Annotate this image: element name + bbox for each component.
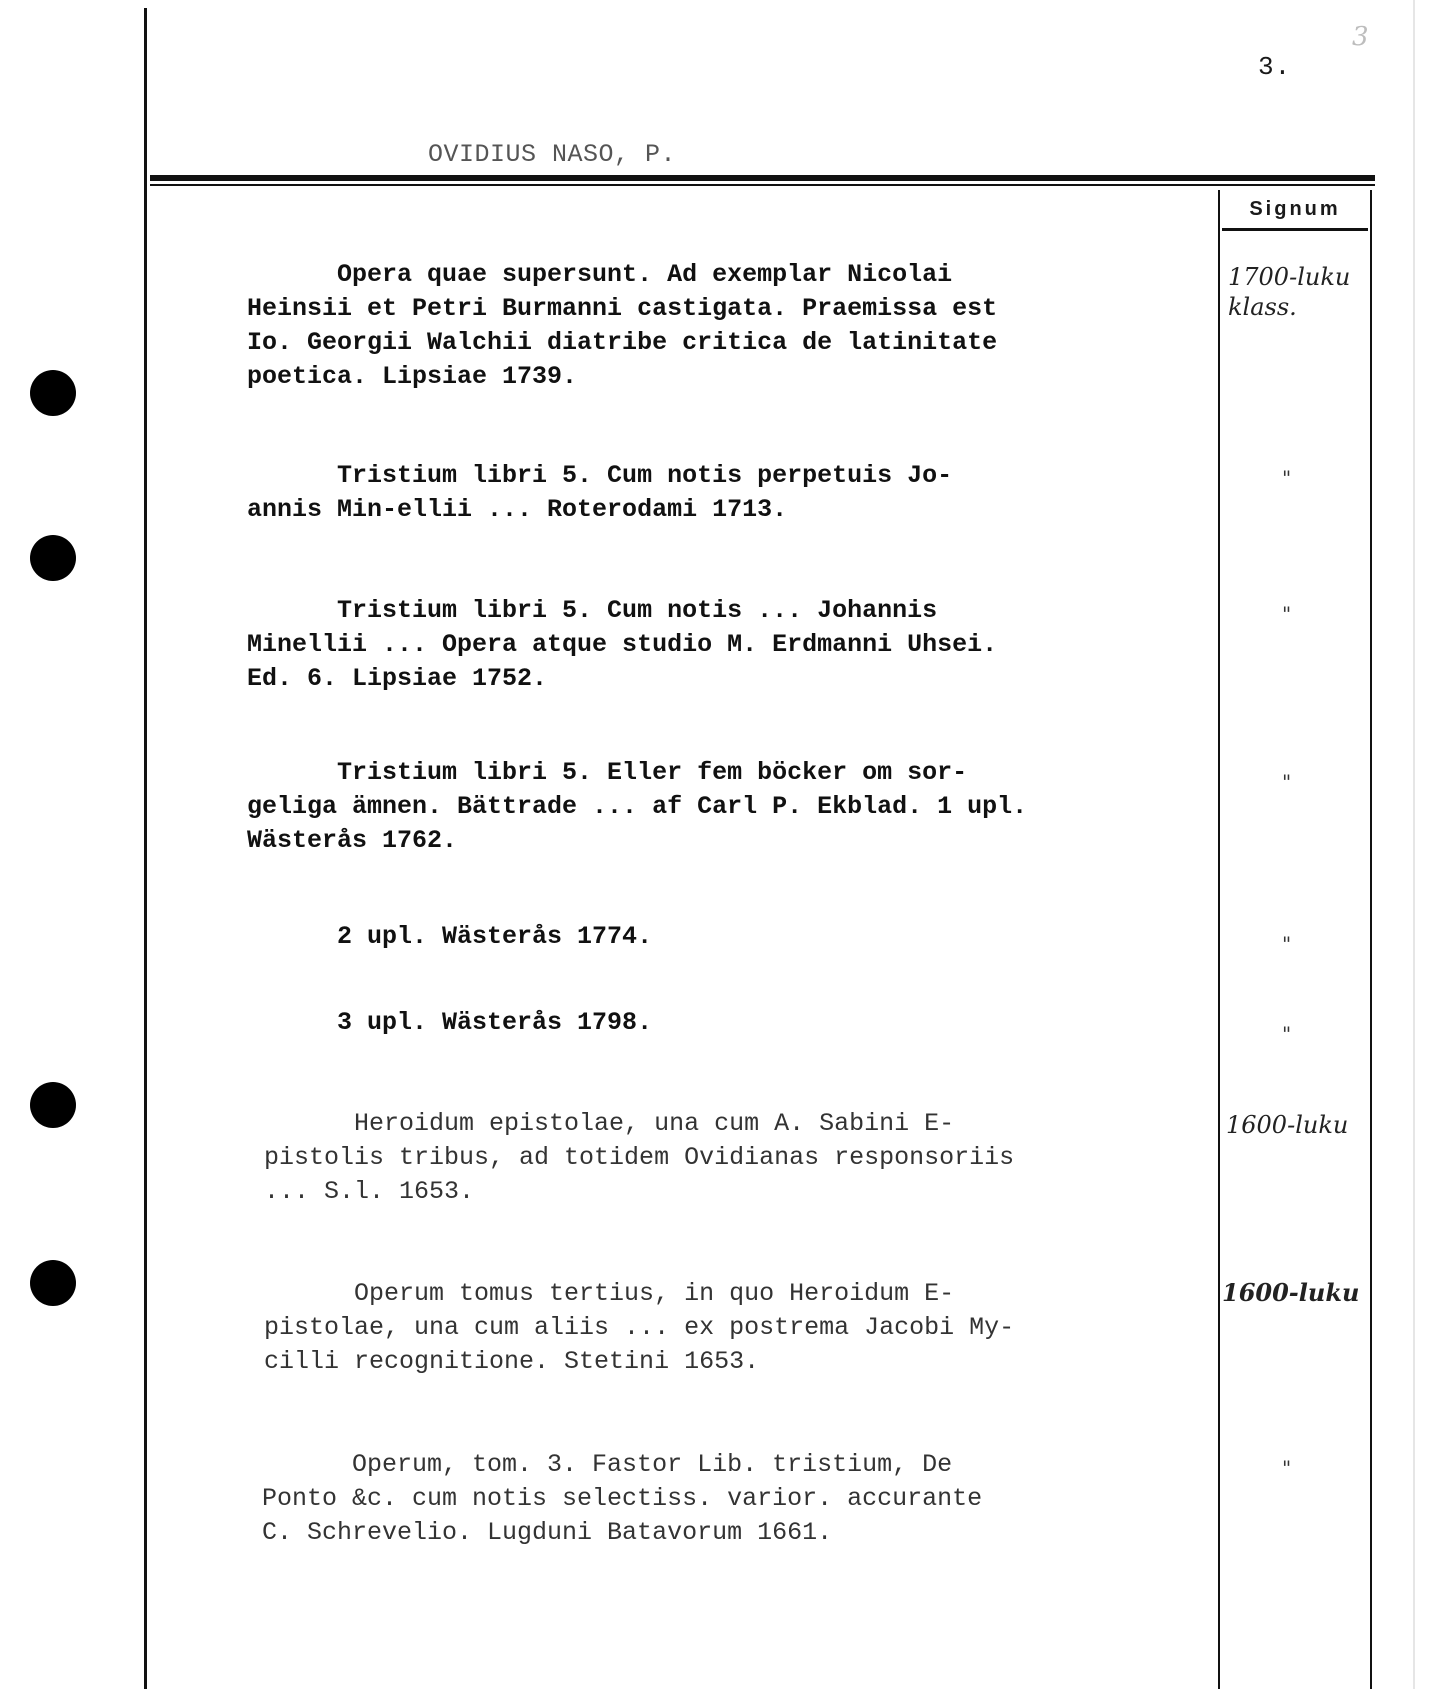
punch-hole: [30, 1082, 76, 1128]
heading-rule: [150, 175, 1375, 181]
corner-page-mark: 3: [1352, 22, 1369, 52]
signum-value: 1700-luku klass.: [1228, 263, 1351, 321]
punch-hole: [30, 370, 76, 416]
catalog-entry: Opera quae supersunt. Ad exemplar Nicolai Heinsii et Petri Burmanni castigata. Praemissa est Io. Georgii Walchii diatribe critica de latinitate poetica. Lipsiae 1739.: [247, 260, 998, 391]
catalog-entry: 3 upl. Wästerås 1798.: [247, 1008, 653, 1037]
catalog-entry: Tristium libri 5. Eller fem böcker om sor- geliga ämnen. Bättrade ... af Carl P. Ekblad. 1 upl. Wästerås 1762.: [247, 758, 1028, 855]
signum-value: 1600-luku: [1226, 1111, 1349, 1139]
ditto-mark: ": [1282, 1022, 1292, 1046]
heading-rule-thin: [150, 184, 1375, 186]
catalog-entry: Tristium libri 5. Cum notis perpetuis Jo- annis Min-ellii ... Roterodami 1713.: [247, 461, 953, 524]
signum-header: Signum: [1222, 190, 1368, 231]
ditto-mark: ": [1282, 932, 1292, 956]
punch-hole: [30, 1260, 76, 1306]
signum-column-divider: [1370, 190, 1372, 1689]
catalog-entry: 2 upl. Wästerås 1774.: [247, 922, 653, 951]
ditto-mark: ": [1282, 770, 1292, 794]
author-heading: OVIDIUS NASO, P.: [428, 140, 677, 169]
catalog-entry: Tristium libri 5. Cum notis ... Johannis Minellii ... Opera atque studio M. Erdmanni Uhsei. Ed. 6. Lipsiae 1752.: [247, 596, 998, 693]
signum-column-divider: [1218, 190, 1220, 1689]
left-margin-rule: [144, 8, 147, 1689]
signum-value: 1600-luku: [1222, 1278, 1360, 1307]
punch-hole: [30, 535, 76, 581]
catalog-entry: Operum, tom. 3. Fastor Lib. tristium, De Ponto &c. cum notis selectiss. varior. accurante C. Schrevelio. Lugduni Batavorum 1661.: [262, 1450, 983, 1547]
ditto-mark: ": [1282, 1456, 1292, 1480]
page-number: 3.: [1258, 52, 1292, 82]
ditto-mark: ": [1282, 602, 1292, 626]
ditto-mark: ": [1282, 466, 1292, 490]
catalog-entry: Operum tomus tertius, in quo Heroidum E- pistolae, una cum aliis ... ex postrema Jacobi My- cilli recognitione. Stetini 1653.: [264, 1279, 1015, 1376]
catalog-entry: Heroidum epistolae, una cum A. Sabini E- pistolis tribus, ad totidem Ovidianas responsoriis ... S.l. 1653.: [264, 1109, 1015, 1206]
right-edge-shadow: [1413, 0, 1415, 1689]
